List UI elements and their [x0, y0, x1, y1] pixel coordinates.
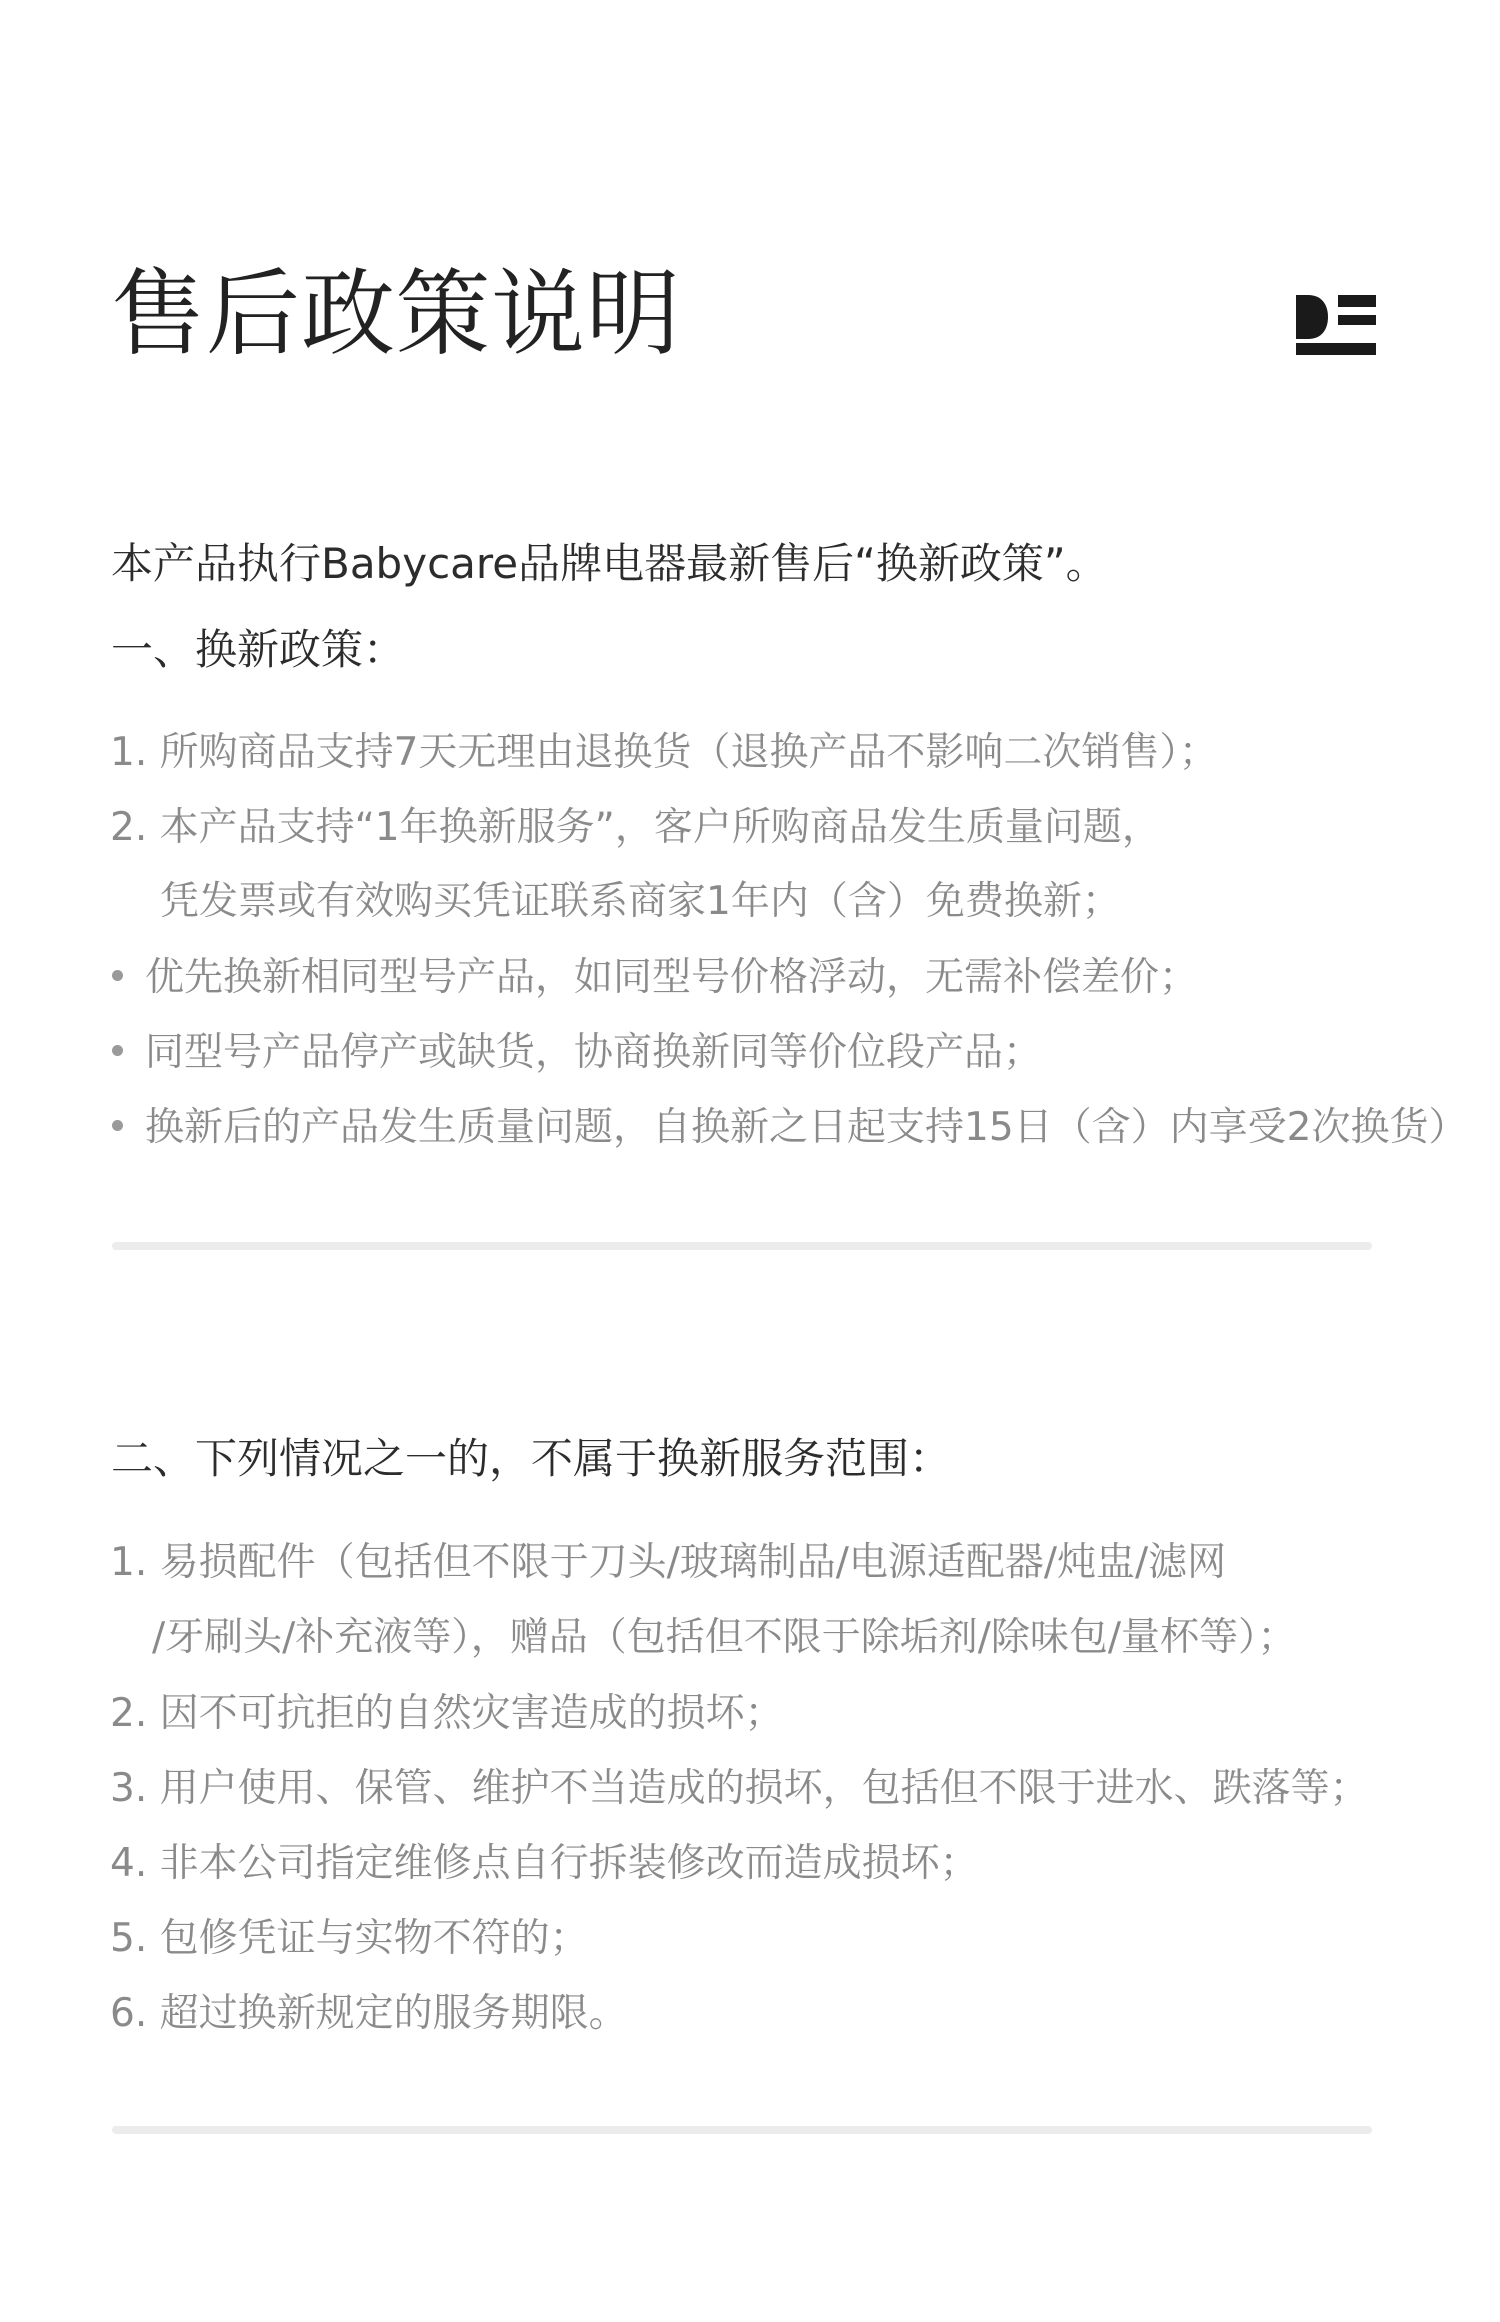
- section2-item-4: 4. 非本公司指定维修点自行拆装修改而造成损坏；: [110, 1841, 979, 1886]
- page-title: 售后政策说明: [111, 260, 682, 369]
- section1-bullet-1: [112, 955, 1199, 1000]
- section2-item-3: 3. 用户使用、保管、维护不当造成的损坏，包括但不限于进水、跌落等；: [110, 1766, 1369, 1811]
- section2-heading: 二、下列情况之一的，不属于换新服务范围：: [111, 1434, 952, 1483]
- section-divider: [112, 2126, 1372, 2134]
- bullet-dot-icon: [112, 970, 123, 981]
- section1-bullet-2: [112, 1030, 1043, 1075]
- section2-item-1-continued: /牙刷头/补充液等），赠品（包括但不限于除垢剂/除味包/量杯等）；: [152, 1615, 1297, 1660]
- section1-item-2: 2. 本产品支持“1年换新服务”，客户所购商品发生质量问题，: [110, 805, 1161, 850]
- section1-item-1: 1. 所购商品支持7天无理由退换货（退换产品不影响二次销售）；: [110, 730, 1218, 775]
- bullet-dot-icon: [112, 1120, 123, 1131]
- bullet-dot-icon: [112, 1045, 123, 1056]
- brand-logo-icon: [1296, 295, 1376, 355]
- section1-heading: 一、换新政策：: [111, 625, 406, 674]
- section1-item-2-continued: 凭发票或有效购买凭证联系商家1年内（含）免费换新；: [160, 879, 1121, 924]
- section2-item-1: 1. 易损配件（包括但不限于刀头/玻璃制品/电源适配器/炖盅/滤网: [110, 1540, 1227, 1585]
- intro-text: 本产品执行Babycare品牌电器最新售后“换新政策”。: [111, 539, 1108, 588]
- bullet-text: 换新后的产品发生质量问题，自换新之日起支持15日（含）内享受2次换货）: [145, 1105, 1468, 1150]
- section2-item-2: 2. 因不可抗拒的自然灾害造成的损坏；: [110, 1691, 784, 1736]
- bullet-text: 优先换新相同型号产品，如同型号价格浮动，无需补偿差价；: [145, 955, 1199, 1000]
- section-divider: [112, 1242, 1372, 1250]
- section2-item-5: 5. 包修凭证与实物不符的；: [110, 1916, 589, 1961]
- bullet-text: 同型号产品停产或缺货，协商换新同等价位段产品；: [145, 1030, 1043, 1075]
- section1-bullet-3: [112, 1105, 1468, 1150]
- section2-item-6: 6. 超过换新规定的服务期限。: [110, 1991, 628, 2036]
